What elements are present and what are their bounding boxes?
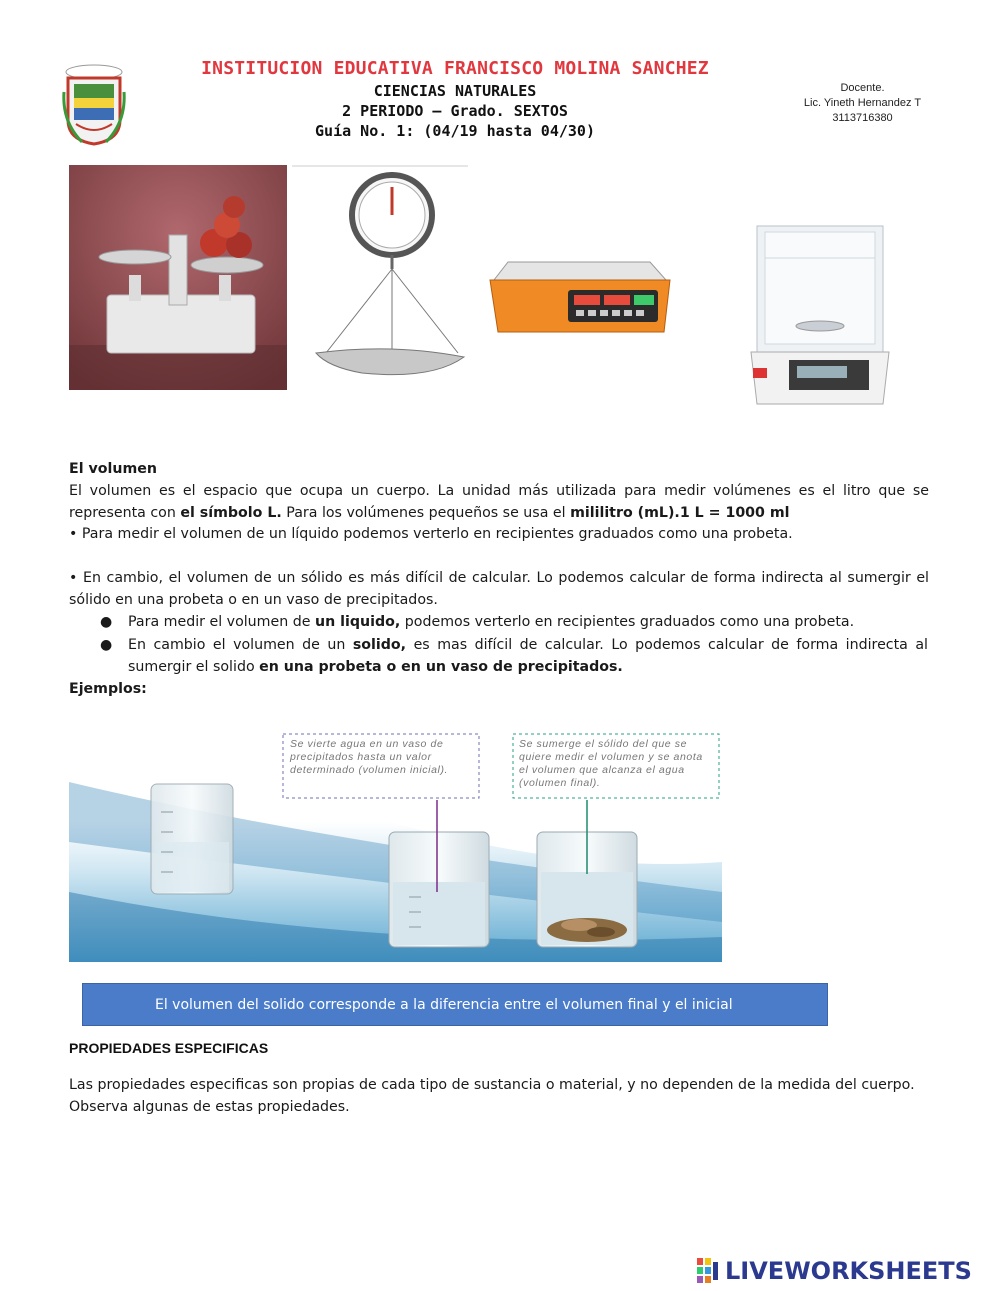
- brand-name: LIVEWORKSHEETS: [725, 1257, 972, 1285]
- list-item-liquid: [128, 611, 928, 633]
- item1-text-b: un liquido,: [314, 614, 401, 630]
- intro-text-d: mililitro (mL).1 L = 1000 ml: [570, 505, 790, 521]
- list-bullet-1: ●: [100, 614, 113, 630]
- section-heading-volume: El volumen: [69, 461, 157, 477]
- item2-text-b: solido,: [352, 637, 407, 653]
- note-final-volume: Se sumerge el sólido del que se quiere medir el volumen y se anota el volumen que alcanza el agua (volumen final).: [519, 738, 703, 789]
- teacher-phone: 3113716380: [832, 112, 893, 124]
- item2-text-a: En cambio el volumen de un: [128, 637, 353, 653]
- bullet-liquid: • Para medir el volumen de un líquido podemos verterlo en recipientes graduados como una probeta.: [69, 526, 793, 542]
- note-initial-volume: Se vierte agua en un vaso de precipitados hasta un valor determinado (volumen inicial).: [290, 738, 449, 776]
- hanging-scale-photo: [292, 165, 468, 395]
- volume-difference-banner: [82, 983, 828, 1026]
- period-title: 2 PERIODO – Grado. SEXTOS: [342, 102, 568, 120]
- liveworksheets-logo-icon: [697, 1258, 719, 1284]
- liveworksheets-brand[interactable]: [697, 1254, 972, 1288]
- school-name: INSTITUCION EDUCATIVA FRANCISCO MOLINA SANCHEZ: [201, 58, 709, 79]
- item1-text-c: podemos verterlo en recipientes graduados como una probeta.: [400, 614, 855, 630]
- intro-text-b: el símbolo L.: [180, 505, 282, 521]
- school-crest-icon: [62, 62, 126, 146]
- item2-text-d: en una probeta o en un vaso de precipitados.: [259, 659, 623, 675]
- teacher-name: Lic. Yineth Hernandez T: [803, 97, 922, 109]
- intro-text-c: Para los volúmenes pequeños se usa el: [281, 505, 571, 521]
- guide-title: Guía No. 1: (04/19 hasta 04/30): [315, 122, 595, 140]
- properties-paragraph: Las propiedades especificas son propias de cada tipo de sustancia o material, y no dependen de la medida del cuerpo. Observa algunas de estas propiedades.: [69, 1077, 915, 1115]
- banner-text: El volumen del solido corresponde a la diferencia entre el volumen final y el inicial: [155, 996, 733, 1013]
- beakers-illustration: [69, 722, 722, 962]
- examples-label: Ejemplos:: [69, 681, 147, 697]
- subject-title: CIENCIAS NATURALES: [373, 82, 537, 100]
- teacher-role: Docente.: [840, 82, 885, 94]
- volume-intro-paragraph: [69, 480, 929, 524]
- balance-scale-photo: [69, 165, 287, 390]
- section-heading-properties: PROPIEDADES ESPECIFICAS: [69, 1040, 269, 1056]
- item2-text-c: es mas difícil de calcular. Lo podemos calcular de forma indirecta al sumergir el solido: [128, 637, 928, 675]
- item1-text-a: Para medir el volumen de: [128, 614, 315, 630]
- analytical-balance-photo: [745, 218, 895, 408]
- intro-text-a: El volumen es el espacio que ocupa un cuerpo. La unidad más utilizada para medir volúmenes es el litro que se representa con: [69, 483, 929, 521]
- list-bullet-2: ●: [100, 637, 113, 653]
- digital-scale-photo: [484, 250, 674, 350]
- list-item-solid: [128, 634, 928, 678]
- bullet-solid: • En cambio, el volumen de un sólido es más difícil de calcular. Lo podemos calcular de forma indirecta al sumergir el sólido en una probeta o en un vaso de precipitados.: [69, 570, 929, 608]
